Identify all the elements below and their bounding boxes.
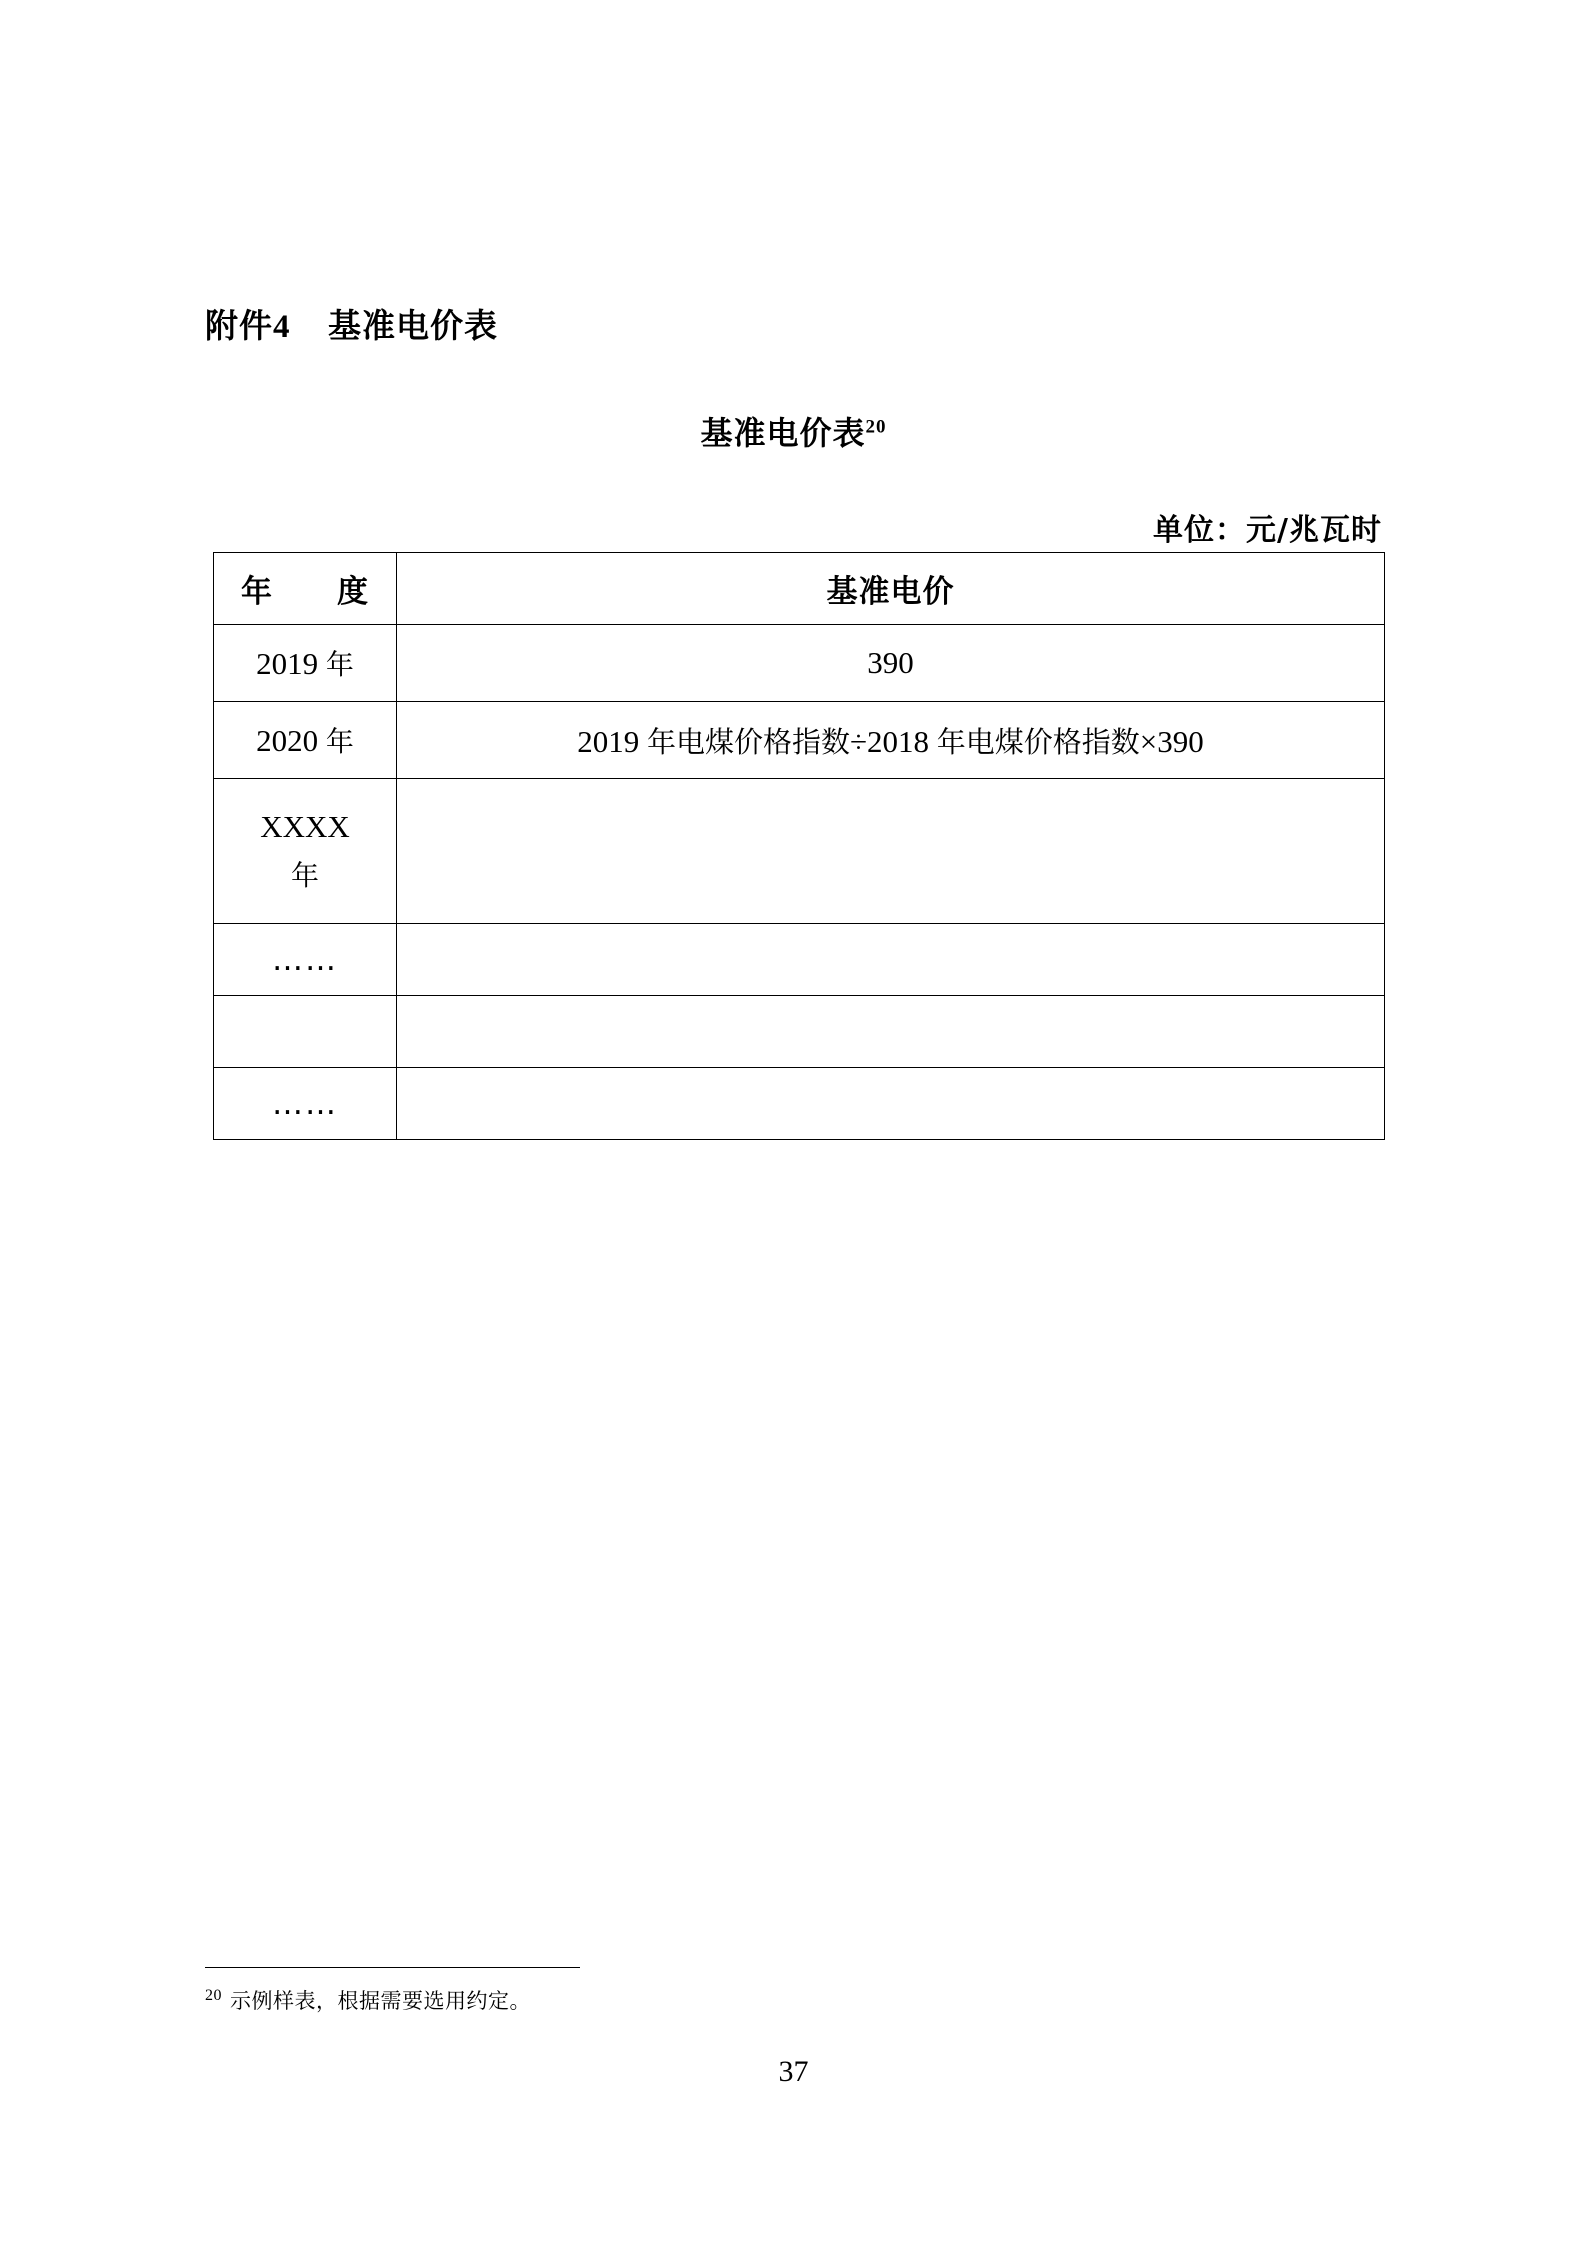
page-number: 37	[778, 2055, 809, 2088]
cell-year-2019: 2019 年	[214, 625, 397, 702]
cell-price-xxxx	[397, 779, 1385, 924]
table-row	[214, 1068, 1385, 1140]
table-row	[214, 779, 1385, 924]
table-row	[214, 702, 1385, 779]
cell-price-2020: 2019 年电煤价格指数÷2018 年电煤价格指数×390	[397, 702, 1385, 779]
footnote-number: 20	[205, 1987, 222, 2004]
attachment-label: 附件	[205, 306, 273, 345]
benchmark-price-table	[213, 552, 1385, 1140]
unit-label: 单位：元/兆瓦时	[1153, 513, 1382, 548]
footnote-text: 示例样表，根据需要选用约定。	[230, 1989, 531, 2013]
header-cell-year: 年 度	[214, 553, 397, 625]
attachment-heading	[205, 300, 498, 347]
table-row	[214, 625, 1385, 702]
footnote-divider	[205, 1967, 580, 1968]
cell-price-2019: 390	[397, 625, 1385, 702]
attachment-number: 4	[273, 309, 291, 345]
page-title-text: 基准电价表	[700, 414, 866, 452]
footnote	[205, 1985, 531, 2015]
footnote-marker: 20	[865, 416, 887, 438]
cell-price-ellipsis-2	[397, 1068, 1385, 1140]
cell-year-ellipsis-1: ……	[214, 924, 397, 996]
cell-price-empty	[397, 996, 1385, 1068]
cell-year-2020: 2020 年	[214, 702, 397, 779]
table-header-row	[214, 553, 1385, 625]
cell-year-empty	[214, 996, 397, 1068]
cell-year-xxxx: XXXX 年	[214, 779, 397, 924]
table-row	[214, 996, 1385, 1068]
cell-year-ellipsis-2: ……	[214, 1068, 397, 1140]
header-cell-price: 基准电价	[397, 553, 1385, 625]
attachment-title: 基准电价表	[327, 306, 498, 345]
table-row	[214, 924, 1385, 996]
page-title	[0, 408, 1587, 454]
cell-price-ellipsis-1	[397, 924, 1385, 996]
